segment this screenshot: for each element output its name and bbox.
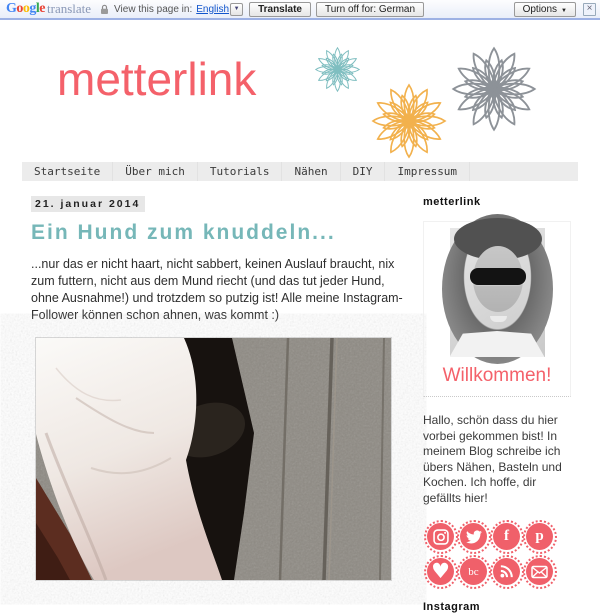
- profile-card: [423, 221, 571, 397]
- translate-button[interactable]: Translate: [249, 2, 311, 17]
- facebook-icon[interactable]: f: [493, 523, 520, 550]
- lock-icon: [100, 4, 109, 15]
- post-column: [22, 194, 414, 613]
- blog-logo[interactable]: metterlink: [57, 53, 257, 105]
- flower-decoration-teal: [314, 46, 361, 93]
- post-title[interactable]: Ein Hund zum knuddeln...: [31, 221, 336, 244]
- about-text: Hallo, schön dass du hier vorbei gekommen bist! In meinem Blog schreibe ich übers Nähen, Basteln und Kochen. Ich hoffe, dir gefällts hier!: [423, 413, 562, 505]
- flower-decoration-orange: [370, 82, 448, 160]
- bc-icon[interactable]: bc: [460, 558, 487, 585]
- nav-item-startseite[interactable]: Startseite: [22, 162, 113, 181]
- social-links: [424, 520, 556, 590]
- instagram-heading: Instagram: [423, 601, 481, 613]
- nav-item-diy[interactable]: DIY: [341, 162, 386, 181]
- language-dropdown-button[interactable]: [230, 3, 243, 16]
- flower-decoration-gray: [450, 45, 538, 133]
- blog-header: [22, 20, 578, 162]
- chevron-down-icon: ▼: [561, 7, 567, 14]
- language-link[interactable]: English: [196, 3, 230, 15]
- translate-wordmark: translate: [47, 1, 92, 16]
- main-navigation: [22, 162, 578, 181]
- post-date: 21. januar 2014: [31, 196, 145, 212]
- close-toolbar-button[interactable]: ×: [583, 3, 596, 16]
- pinterest-icon[interactable]: p: [526, 523, 553, 550]
- nav-item-n-hen[interactable]: Nähen: [282, 162, 340, 181]
- nav-item-impressum[interactable]: Impressum: [385, 162, 470, 181]
- email-icon[interactable]: [526, 558, 553, 585]
- nav-item--ber-mich[interactable]: Über mich: [113, 162, 198, 181]
- nav-item-tutorials[interactable]: Tutorials: [198, 162, 283, 181]
- sidebar-title: metterlink: [423, 196, 481, 208]
- chevron-down-icon: ▼: [233, 6, 240, 12]
- google-logo: Google: [6, 1, 45, 16]
- instagram-icon[interactable]: [427, 523, 454, 550]
- heart-icon[interactable]: ♥: [427, 558, 454, 585]
- twitter-icon[interactable]: [460, 523, 487, 550]
- welcome-text: Willkommen!: [442, 365, 552, 386]
- options-button[interactable]: Options ▼: [514, 2, 576, 17]
- view-page-label: View this page in:: [114, 3, 193, 15]
- turn-off-button[interactable]: Turn off for: German: [316, 2, 424, 17]
- post-body-text: ...nur das er nicht haart, nicht sabbert, keinen Auslauf braucht, nix zum futtern, nicht aus dem Mund riecht (und das tut jeder Hund, ohne Ausnahme!) und trotzdem so putzig ist! Alle meine Instagram-Follower können schon ahnen, was kommt :): [31, 257, 403, 322]
- post-photo[interactable]: [35, 337, 392, 581]
- blog-page: [22, 20, 578, 613]
- profile-photo[interactable]: [450, 228, 545, 357]
- google-translate-toolbar: [0, 0, 600, 20]
- rss-icon[interactable]: [493, 558, 520, 585]
- sidebar: [423, 194, 571, 613]
